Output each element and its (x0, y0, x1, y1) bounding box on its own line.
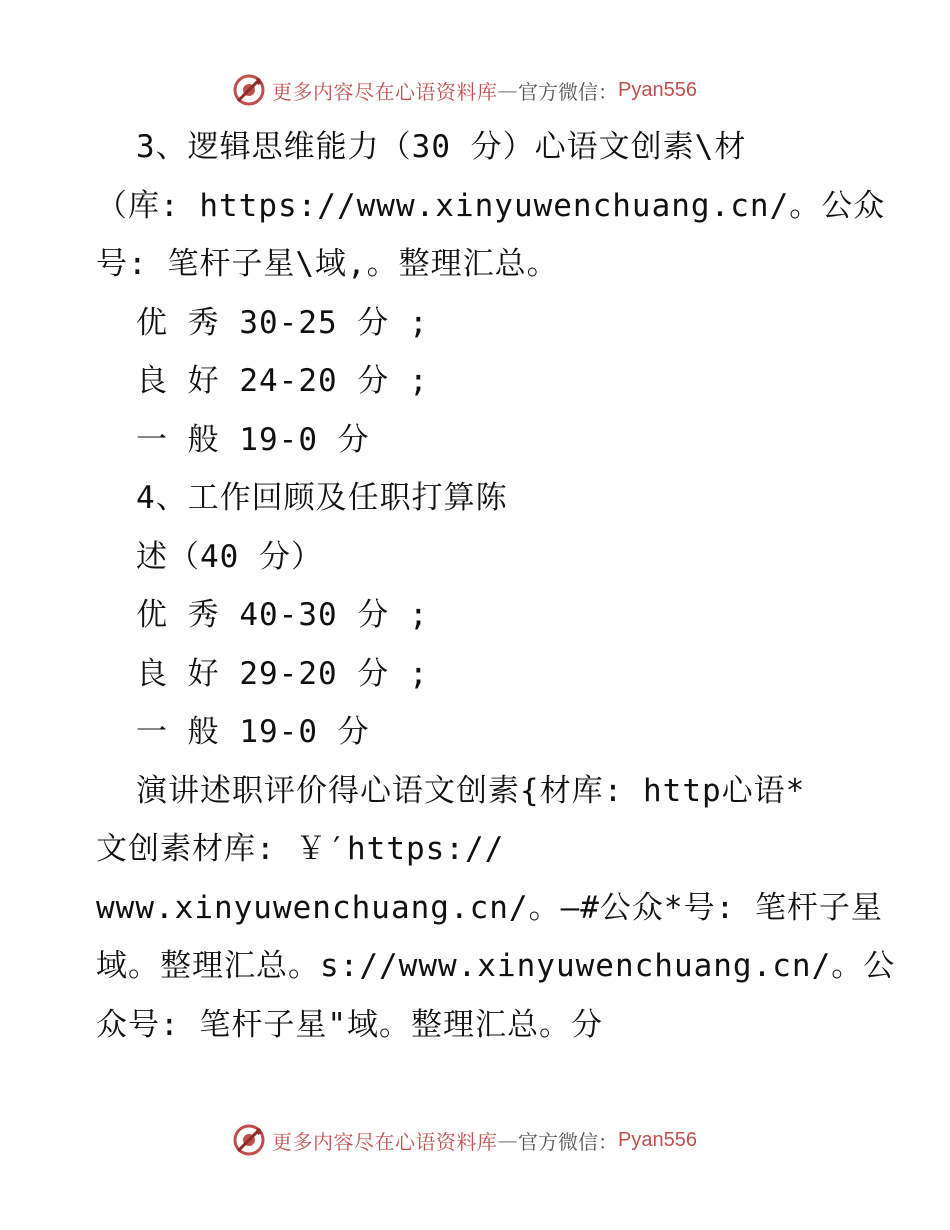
score-line-average: 一 般 19-0 分 (136, 714, 370, 750)
section-heading-review-cont: 述（40 分） (136, 538, 323, 575)
banner-wechat-id: Pyan556 (618, 1128, 697, 1151)
banner-separator: — (497, 78, 518, 102)
text-line: www.xinyuwenchuang.cn/。—#公众*号: 笔杆子星 (96, 889, 883, 926)
banner-title: 更多内容尽在心语资料库 (272, 79, 498, 104)
evaluation-paragraph: 演讲述职评价得心语文创素{材库: http心语* (136, 772, 806, 809)
banner-title: 更多内容尽在心语资料库 (272, 1129, 498, 1154)
text-line: 域。整理汇总。s://www.xinyuwenchuang.cn/。公 (96, 948, 896, 984)
banner-separator: — (497, 1128, 518, 1152)
score-line-average: 一 般 19-0 分 (136, 421, 370, 458)
text-line: 众号: 笔杆子星"域。整理汇总。分 (96, 1006, 603, 1043)
footer-banner (232, 1122, 697, 1158)
score-line-excellent: 优 秀 30-25 分 ; (136, 304, 429, 341)
score-line-good: 良 好 24-20 分 ; (136, 363, 429, 399)
banner-wechat-label: 官方微信： (518, 1129, 618, 1154)
banner-wechat-id: Pyan556 (618, 78, 697, 101)
text-line: 号: 笔杆子星\域,。整理汇总。 (96, 246, 559, 282)
section-heading-review: 4、工作回顾及任职打算陈 (136, 480, 508, 516)
score-line-good: 良 好 29-20 分 ; (136, 655, 429, 692)
logo-icon (232, 1123, 266, 1157)
section-heading-logic: 3、逻辑思维能力（30 分）心语文创素\材 (136, 129, 747, 165)
score-line-excellent: 优 秀 40-30 分 ; (136, 597, 429, 633)
banner-wechat-label: 官方微信： (518, 79, 618, 104)
text-line: 文创素材库: ￥′https:// (96, 831, 505, 867)
logo-icon (232, 73, 266, 107)
text-line: （库: https://www.xinyuwenchuang.cn/。公众 (96, 187, 886, 224)
document-body (96, 118, 896, 1054)
header-banner (232, 72, 697, 108)
